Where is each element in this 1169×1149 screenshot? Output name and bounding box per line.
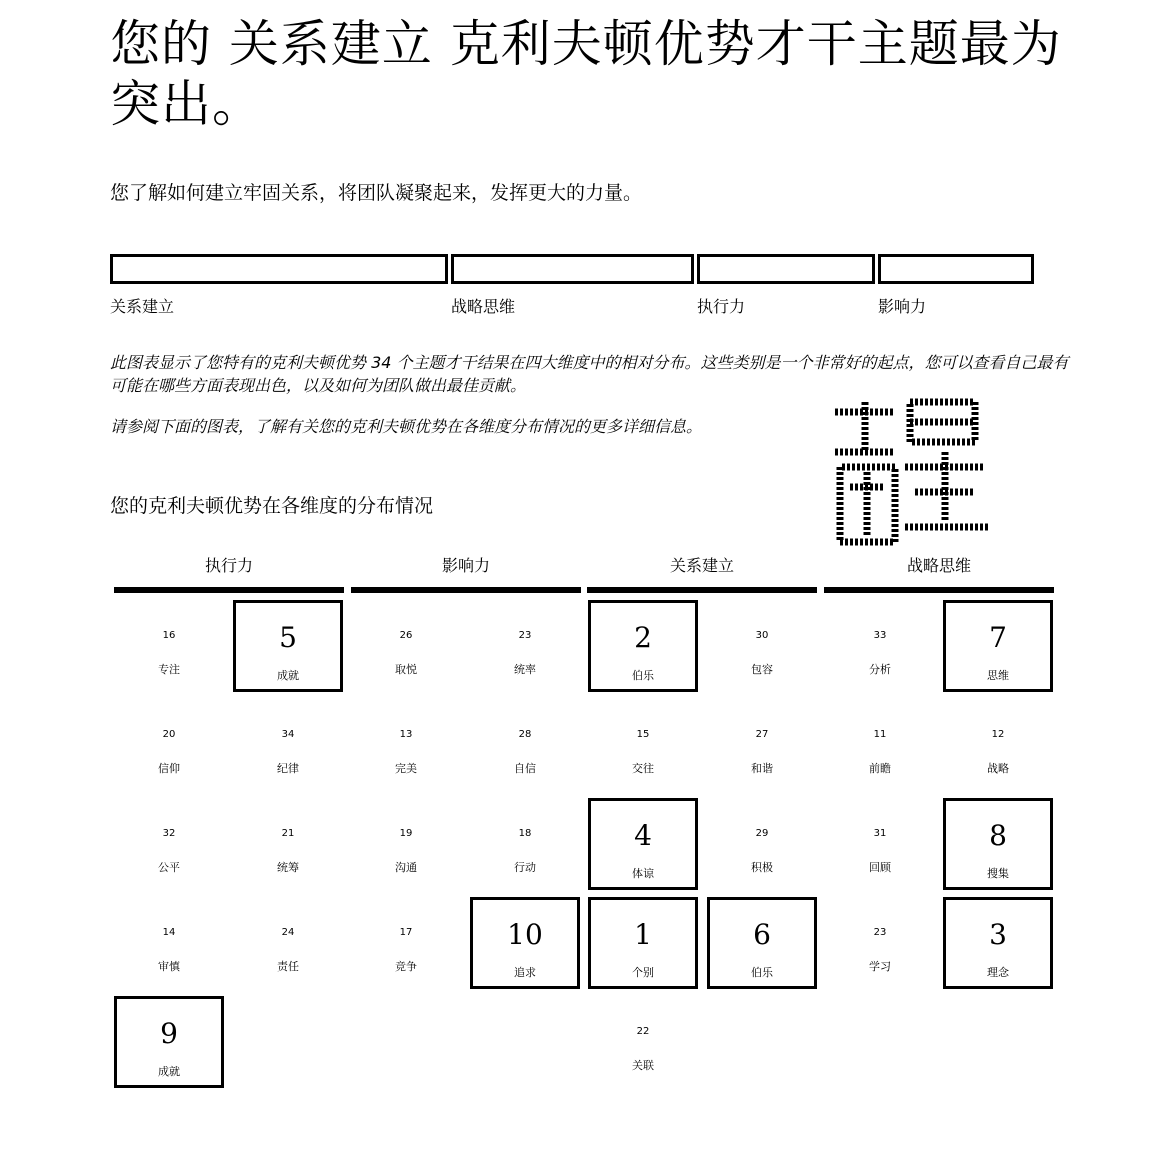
theme-cell: [233, 699, 343, 791]
theme-cell-top: [943, 600, 1053, 692]
theme-rank: 11: [873, 729, 887, 740]
theme-cell-top: [943, 897, 1053, 989]
theme-name: 个别: [632, 966, 654, 979]
theme-cell-top: [233, 600, 343, 692]
theme-rank: 26: [399, 630, 413, 641]
theme-cell: [233, 798, 343, 890]
theme-cell-top: [588, 897, 698, 989]
theme-name: 和谐: [751, 762, 773, 775]
intro-text: 您了解如何建立牢固关系，将团队凝聚起来，发挥更大的力量。: [110, 182, 643, 204]
distribution-heading: 您的克利夫顿优势在各维度的分布情况: [110, 495, 434, 517]
theme-cell-top: [943, 798, 1053, 890]
theme-cell: [470, 798, 580, 890]
theme-cell: [825, 897, 935, 989]
domain-rule-influencing: [351, 587, 581, 593]
theme-name: 交往: [632, 762, 654, 775]
page-headline: 您的 关系建立 克利夫顿优势才干主题最为突出。: [110, 15, 1062, 133]
theme-cell-top: [707, 897, 817, 989]
theme-rank: 13: [399, 729, 413, 740]
theme-cell: [351, 897, 461, 989]
theme-name: 分析: [869, 663, 891, 676]
theme-rank: 2: [634, 621, 652, 654]
theme-name: 伯乐: [751, 966, 773, 979]
domain-header-strategic: 战略思维: [906, 556, 971, 575]
theme-rank: 20: [162, 729, 176, 740]
theme-rank: 15: [636, 729, 650, 740]
note-description: 此图表显示了您特有的克利夫顿优势 34 个主题才干结果在四大维度中的相对分布。这些类别是一个非常好的起点，您可以查看自己最有可能在哪些方面表现出色，以及如何为团队做出最佳贡献。: [110, 353, 1069, 395]
theme-name: 审慎: [158, 960, 180, 973]
theme-name: 积极: [751, 861, 773, 874]
theme-name: 专注: [158, 663, 180, 676]
theme-cell: [825, 699, 935, 791]
theme-cell: [114, 798, 224, 890]
theme-cell: [707, 798, 817, 890]
theme-name: 包容: [751, 663, 773, 676]
theme-name: 搜集: [987, 867, 1009, 880]
bar-relationship: [110, 254, 448, 284]
theme-cell: [233, 897, 343, 989]
theme-cell: [588, 699, 698, 791]
theme-cell-top: [588, 600, 698, 692]
theme-rank: 10: [507, 918, 543, 951]
theme-cell: [351, 600, 461, 692]
theme-cell: [707, 699, 817, 791]
theme-name: 思维: [987, 669, 1009, 682]
theme-cell: [114, 897, 224, 989]
theme-rank: 32: [162, 828, 176, 839]
theme-cell-top: [588, 798, 698, 890]
theme-cell: [943, 699, 1053, 791]
seal-stamp-icon: [825, 392, 993, 550]
theme-rank: 12: [991, 729, 1005, 740]
theme-rank: 17: [399, 927, 413, 938]
theme-name: 回顾: [869, 861, 891, 874]
theme-name: 伯乐: [632, 669, 654, 682]
theme-rank: 3: [989, 918, 1007, 951]
theme-name: 行动: [514, 861, 536, 874]
domain-rule-relationship: [587, 587, 817, 593]
theme-rank: 14: [162, 927, 176, 938]
bar-label-relationship: 关系建立: [110, 297, 175, 316]
theme-cell: [114, 600, 224, 692]
theme-name: 完美: [395, 762, 417, 775]
theme-name: 责任: [277, 960, 299, 973]
theme-rank: 21: [281, 828, 295, 839]
theme-rank: 33: [873, 630, 887, 641]
theme-cell: [588, 996, 698, 1088]
theme-rank: 30: [755, 630, 769, 641]
domain-header-relationship: 关系建立: [669, 556, 734, 575]
theme-name: 公平: [158, 861, 180, 874]
theme-rank: 31: [873, 828, 887, 839]
bar-label-influencing: 影响力: [878, 297, 927, 316]
theme-name: 自信: [514, 762, 536, 775]
theme-cell: [470, 699, 580, 791]
theme-rank: 34: [281, 729, 295, 740]
bar-executing: [697, 254, 875, 284]
theme-name: 成就: [277, 669, 299, 682]
theme-rank: 16: [162, 630, 176, 641]
domain-header-influencing: 影响力: [441, 556, 490, 575]
domain-rule-executing: [114, 587, 344, 593]
theme-name: 统率: [514, 663, 536, 676]
theme-rank: 23: [873, 927, 887, 938]
theme-name: 竞争: [395, 960, 417, 973]
theme-cell: [114, 699, 224, 791]
theme-name: 关联: [632, 1059, 654, 1072]
theme-name: 体谅: [632, 867, 654, 880]
theme-rank: 7: [989, 621, 1007, 654]
theme-name: 纪律: [277, 762, 299, 775]
theme-rank: 19: [399, 828, 413, 839]
theme-name: 取悦: [395, 663, 417, 676]
theme-rank: 27: [755, 729, 769, 740]
theme-name: 统筹: [277, 861, 299, 874]
theme-cell: [707, 600, 817, 692]
theme-name: 追求: [514, 966, 536, 979]
theme-rank: 1: [634, 918, 652, 951]
theme-rank: 4: [634, 819, 652, 852]
theme-rank: 23: [518, 630, 532, 641]
domain-rule-strategic: [824, 587, 1054, 593]
theme-cell: [825, 798, 935, 890]
theme-cell: [351, 798, 461, 890]
theme-rank: 6: [753, 918, 771, 951]
theme-rank: 5: [279, 621, 297, 654]
theme-name: 理念: [987, 966, 1009, 979]
bar-label-strategic: 战略思维: [451, 297, 516, 316]
theme-rank: 28: [518, 729, 532, 740]
theme-name: 前瞻: [869, 762, 891, 775]
theme-cell: [351, 699, 461, 791]
domain-header-executing: 执行力: [204, 556, 253, 575]
theme-name: 学习: [869, 960, 891, 973]
theme-name: 成就: [158, 1065, 180, 1078]
theme-cell: [470, 600, 580, 692]
theme-cell-top: [470, 897, 580, 989]
theme-cell: [825, 600, 935, 692]
theme-name: 战略: [987, 762, 1009, 775]
bar-strategic: [451, 254, 694, 284]
theme-cell-top: [114, 996, 224, 1088]
theme-rank: 22: [636, 1026, 650, 1037]
theme-rank: 18: [518, 828, 532, 839]
theme-name: 沟通: [395, 861, 417, 874]
theme-rank: 29: [755, 828, 769, 839]
theme-rank: 9: [160, 1017, 178, 1050]
theme-name: 信仰: [158, 762, 180, 775]
bar-influencing: [878, 254, 1034, 284]
theme-rank: 8: [989, 819, 1007, 852]
theme-rank: 24: [281, 927, 295, 938]
bar-label-executing: 执行力: [697, 297, 746, 316]
note-see-chart: 请参阅下面的图表，了解有关您的克利夫顿优势在各维度分布情况的更多详细信息。: [110, 417, 703, 436]
